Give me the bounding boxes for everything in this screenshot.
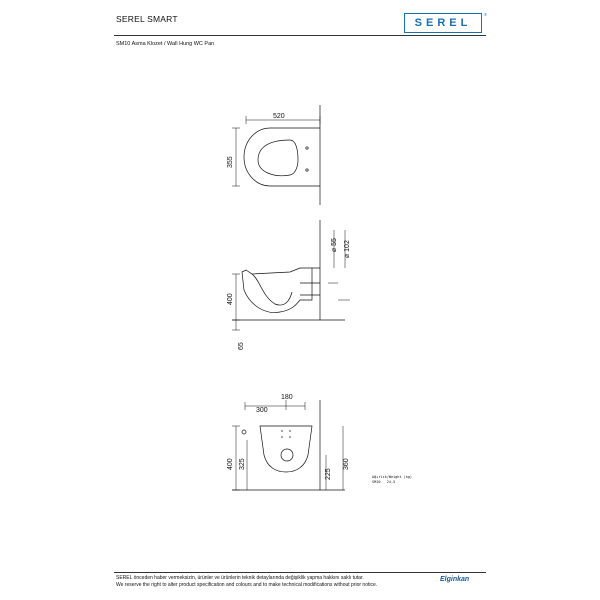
dim-front-360: 360: [343, 458, 350, 470]
elginkan-brand: Elginkan: [440, 576, 470, 583]
dim-top-width: 520: [273, 113, 285, 120]
weight-table-row: [372, 480, 412, 485]
footer-disclaimer-en: We reserve the right to alter product specification and colours and to make technical modifications without prior notice.: [116, 582, 378, 588]
dim-side-d102: ⌀ 102: [344, 240, 351, 258]
dim-front-325: 325: [239, 458, 246, 470]
dim-front-400: 400: [227, 458, 234, 470]
weight-table: [372, 475, 412, 485]
footer-rule: [114, 572, 486, 573]
weight-table-header: Ağırlık/Weight (kg): [372, 475, 413, 479]
dim-side-floor: 65: [238, 342, 245, 350]
top-view: [232, 105, 320, 205]
footer-disclaimer-tr: SEREL önceden haber vermeksizin, ürünler ve ürünlerin teknik detaylarında değişiklik yapma hakkını saklı tutar.: [116, 575, 364, 581]
brand-title: SEREL SMART: [116, 14, 178, 24]
weight-value: 24,5: [386, 480, 396, 484]
dim-front-180: 180: [281, 394, 293, 401]
logo-registered-mark: ®: [484, 12, 487, 17]
dim-top-depth: 355: [227, 156, 234, 168]
logo-text: SEREL: [414, 17, 472, 29]
dim-side-d55: ⌀ 55: [331, 238, 338, 252]
dim-front-300: 300: [256, 407, 268, 414]
dim-front-225: 225: [325, 468, 332, 480]
side-view: [232, 220, 350, 330]
dim-side-height: 400: [227, 293, 234, 305]
weight-code: SM10: [372, 480, 381, 484]
product-subtitle: SM10 Asma Klozet / Wall Hung WC Pan: [116, 41, 215, 47]
